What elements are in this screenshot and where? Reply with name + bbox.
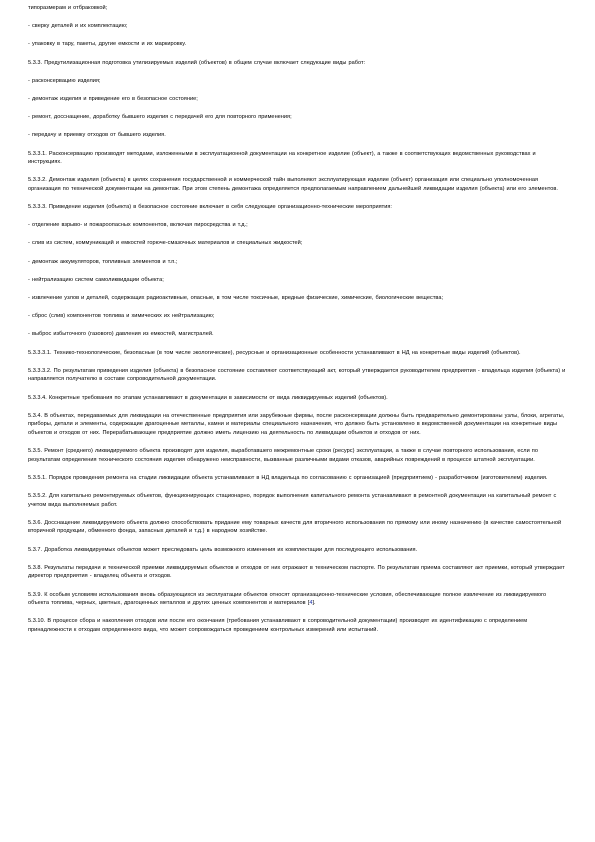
paragraph: типоразмерам и отбраковкой; — [28, 5, 108, 11]
list-item: - слив из систем, коммуникаций и емкостей горюче-смазочных материалов и специальных жидкостей; — [28, 240, 303, 247]
clause-5-3-3-3: 5.3.3.3. Приведение изделия (объекта) в безопасное состояние включает в себя следующие организационно-технические мероприятия: — [28, 204, 393, 211]
list-item: - демонтаж аккумуляторов, топливных элементов и т.п.; — [28, 258, 178, 265]
clause-5-3-8: 5.3.8. Результаты передачи и технической приемки ликвидируемых объектов и отходов от них отражают в техническом паспорте. По результатам приема составляют акт приемки, который утверждает директор предприятия - владелец объекта и отходов. — [28, 564, 565, 580]
clause-5-3-3-1: 5.3.3.1. Расконсервацию производят методами, изложенными в эксплуатационной документации на конкретное изделие (объект), а также в соответствующих ведомственных руководствах и инструкциях. — [28, 150, 536, 166]
list-item: - сброс (слив) компонентов топлива и химических их нейтрализацию; — [28, 313, 215, 320]
clause-5-3-9 — [28, 591, 567, 608]
clause-5-3-3-4: 5.3.3.4. Конкретные требования по этапам устанавливают в документации в зависимости от вида ликвидируемых изделий (объектов). — [28, 394, 388, 401]
clause-5-3-6: 5.3.6. Досснащение ликвидируемого объекта должно способствовать придание ему товарных качеств для вторичного использования по прямому или иному назначению (в качестве самостоятельной вторичной продукции, обменного фонда, запасных деталей и т.д.) в народном хозяйстве. — [28, 519, 562, 535]
list-item: - ремонт, досснащение, доработку бывшего изделия с передачей его для повторного применения; — [28, 114, 292, 121]
clause-5-3-4: 5.3.4. В объектах, передаваемых для ликвидации на отечественные предприятия или зарубежные фирмы, после расконсервации должны быть предварительно демонтированы узлы, блоки, агрегаты, приборы, детали и элементы, содержащие драгоценные металлы, камни и материалы специального назначения, что должно быть установлено в ведомственной документации на конкретные виды объектов и отходов от них. Перерабатывающее предприятие должно иметь лицензию на деятельность по ликвидации объектов и отходов от них. — [28, 412, 565, 436]
list-item: - нейтрализацию систем самоликвидации объекта; — [28, 276, 164, 283]
clause-5-3-3-3-1: 5.3.3.3.1. Технико-технологические, безопасные (в том числе экологические), ресурсные и организационные особенности устанавливают в НД на конкретные виды изделий (объектов). — [28, 349, 521, 356]
list-item: - расконсервацию изделия; — [28, 77, 101, 84]
clause-5-3-5: 5.3.5. Ремонт (среднего) ликвидируемого объекта производят для изделия, выработавшего межремонтные сроки (ресурс) эксплуатации, а также в случае повторного использования, если по результатам определения технического состояния изделия обнаружено неисправности, вызванные различными видами отказов, аварийных повреждений в процессе штатной эксплуатации. — [28, 448, 538, 463]
clause-5-3-3-3-2: 5.3.3.3.2. По результатам приведения изделия (объекта) в безопасное состояние составляют соответствующий акт, который утверждается руководителем предприятия - владельца изделия (объекта) и направляется получателю в составе сопроводительной документации. — [28, 367, 566, 383]
reference-suffix: ]. — [312, 600, 316, 607]
list-item: - демонтаж изделия и приведение его в безопасное состояние; — [28, 95, 198, 102]
list-item: - извлечение узлов и деталей, содержащих радиоактивные, опасные, в том числе токсичные, вредные физические, химические, биологические вещества; — [28, 295, 444, 301]
list-item: - передачу и приемку отходов от бывшего изделия. — [28, 132, 166, 139]
clause-5-3-3: 5.3.3. Предутилизационная подготовка утилизируемых изделий (объектов) в общем случае включает следующие виды работ: — [28, 59, 366, 66]
reference-link[interactable]: 4 — [309, 600, 313, 607]
list-item: - выброс избыточного (газового) давления из емкостей, магистралей. — [28, 331, 214, 338]
clause-5-3-5-2: 5.3.5.2. Для капитально ремонтируемых объектов, функционирующих стационарно, порядок выполнения капитального ремонта устанавливают в ремонтной документации на капитальный ремонт с учетом вида выполняемых работ. — [28, 493, 557, 508]
clause-5-3-10: 5.3.10. В процессе сбора и накопления отходов или после его окончания (требования устанавливают в сопроводительной документации) производят их идентификацию с определением принадлежности к отходам определенного вида, что может сопровождаться проведением контрольных измерений или испытаний. — [28, 618, 528, 633]
clause-5-3-5-1: 5.3.5.1. Порядок проведения ремонта на стадии ликвидации объекта устанавливают в НД владельца по согласованию с организацией (предприятием) - разработчиком (изготовителем) изделия. — [28, 474, 548, 481]
clause-5-3-3-2: 5.3.3.2. Демонтаж изделия (объекта) в целях сохранения государственной и коммерческой тайн выполняют эксплуатирующая изделие (объект) организация или специально уполномоченная организация по технической документации на демонтаж. При этом степень демонтажа определяется предполагаемым направлением дальнейшей ликвидации изделия (объекта) или его элементов. — [28, 177, 558, 192]
list-item: - сверку деталей и их комплектацию; — [28, 23, 128, 30]
list-item: - упаковку в тару, пакеты, другие емкости и их маркировку. — [28, 41, 187, 48]
list-item: - отделение взрыво- и пожароопасных компонентов, включая пиросредства и т.д.; — [28, 222, 248, 229]
clause-5-3-9-text: 5.3.9. К особым условиям использования вновь образующихся из эксплуатации объектов относят организационно-технические условия, обеспечивающие полное извлечение из ликвидируемого объекта топлива, черных, цветных, драгоценных металлов и других ценных компонентов и материалов [ — [28, 591, 547, 607]
clause-5-3-7: 5.3.7. Доработка ликвидируемых объектов может преследовать цель возможного изменения их комплектации для последующего использования. — [28, 546, 418, 553]
